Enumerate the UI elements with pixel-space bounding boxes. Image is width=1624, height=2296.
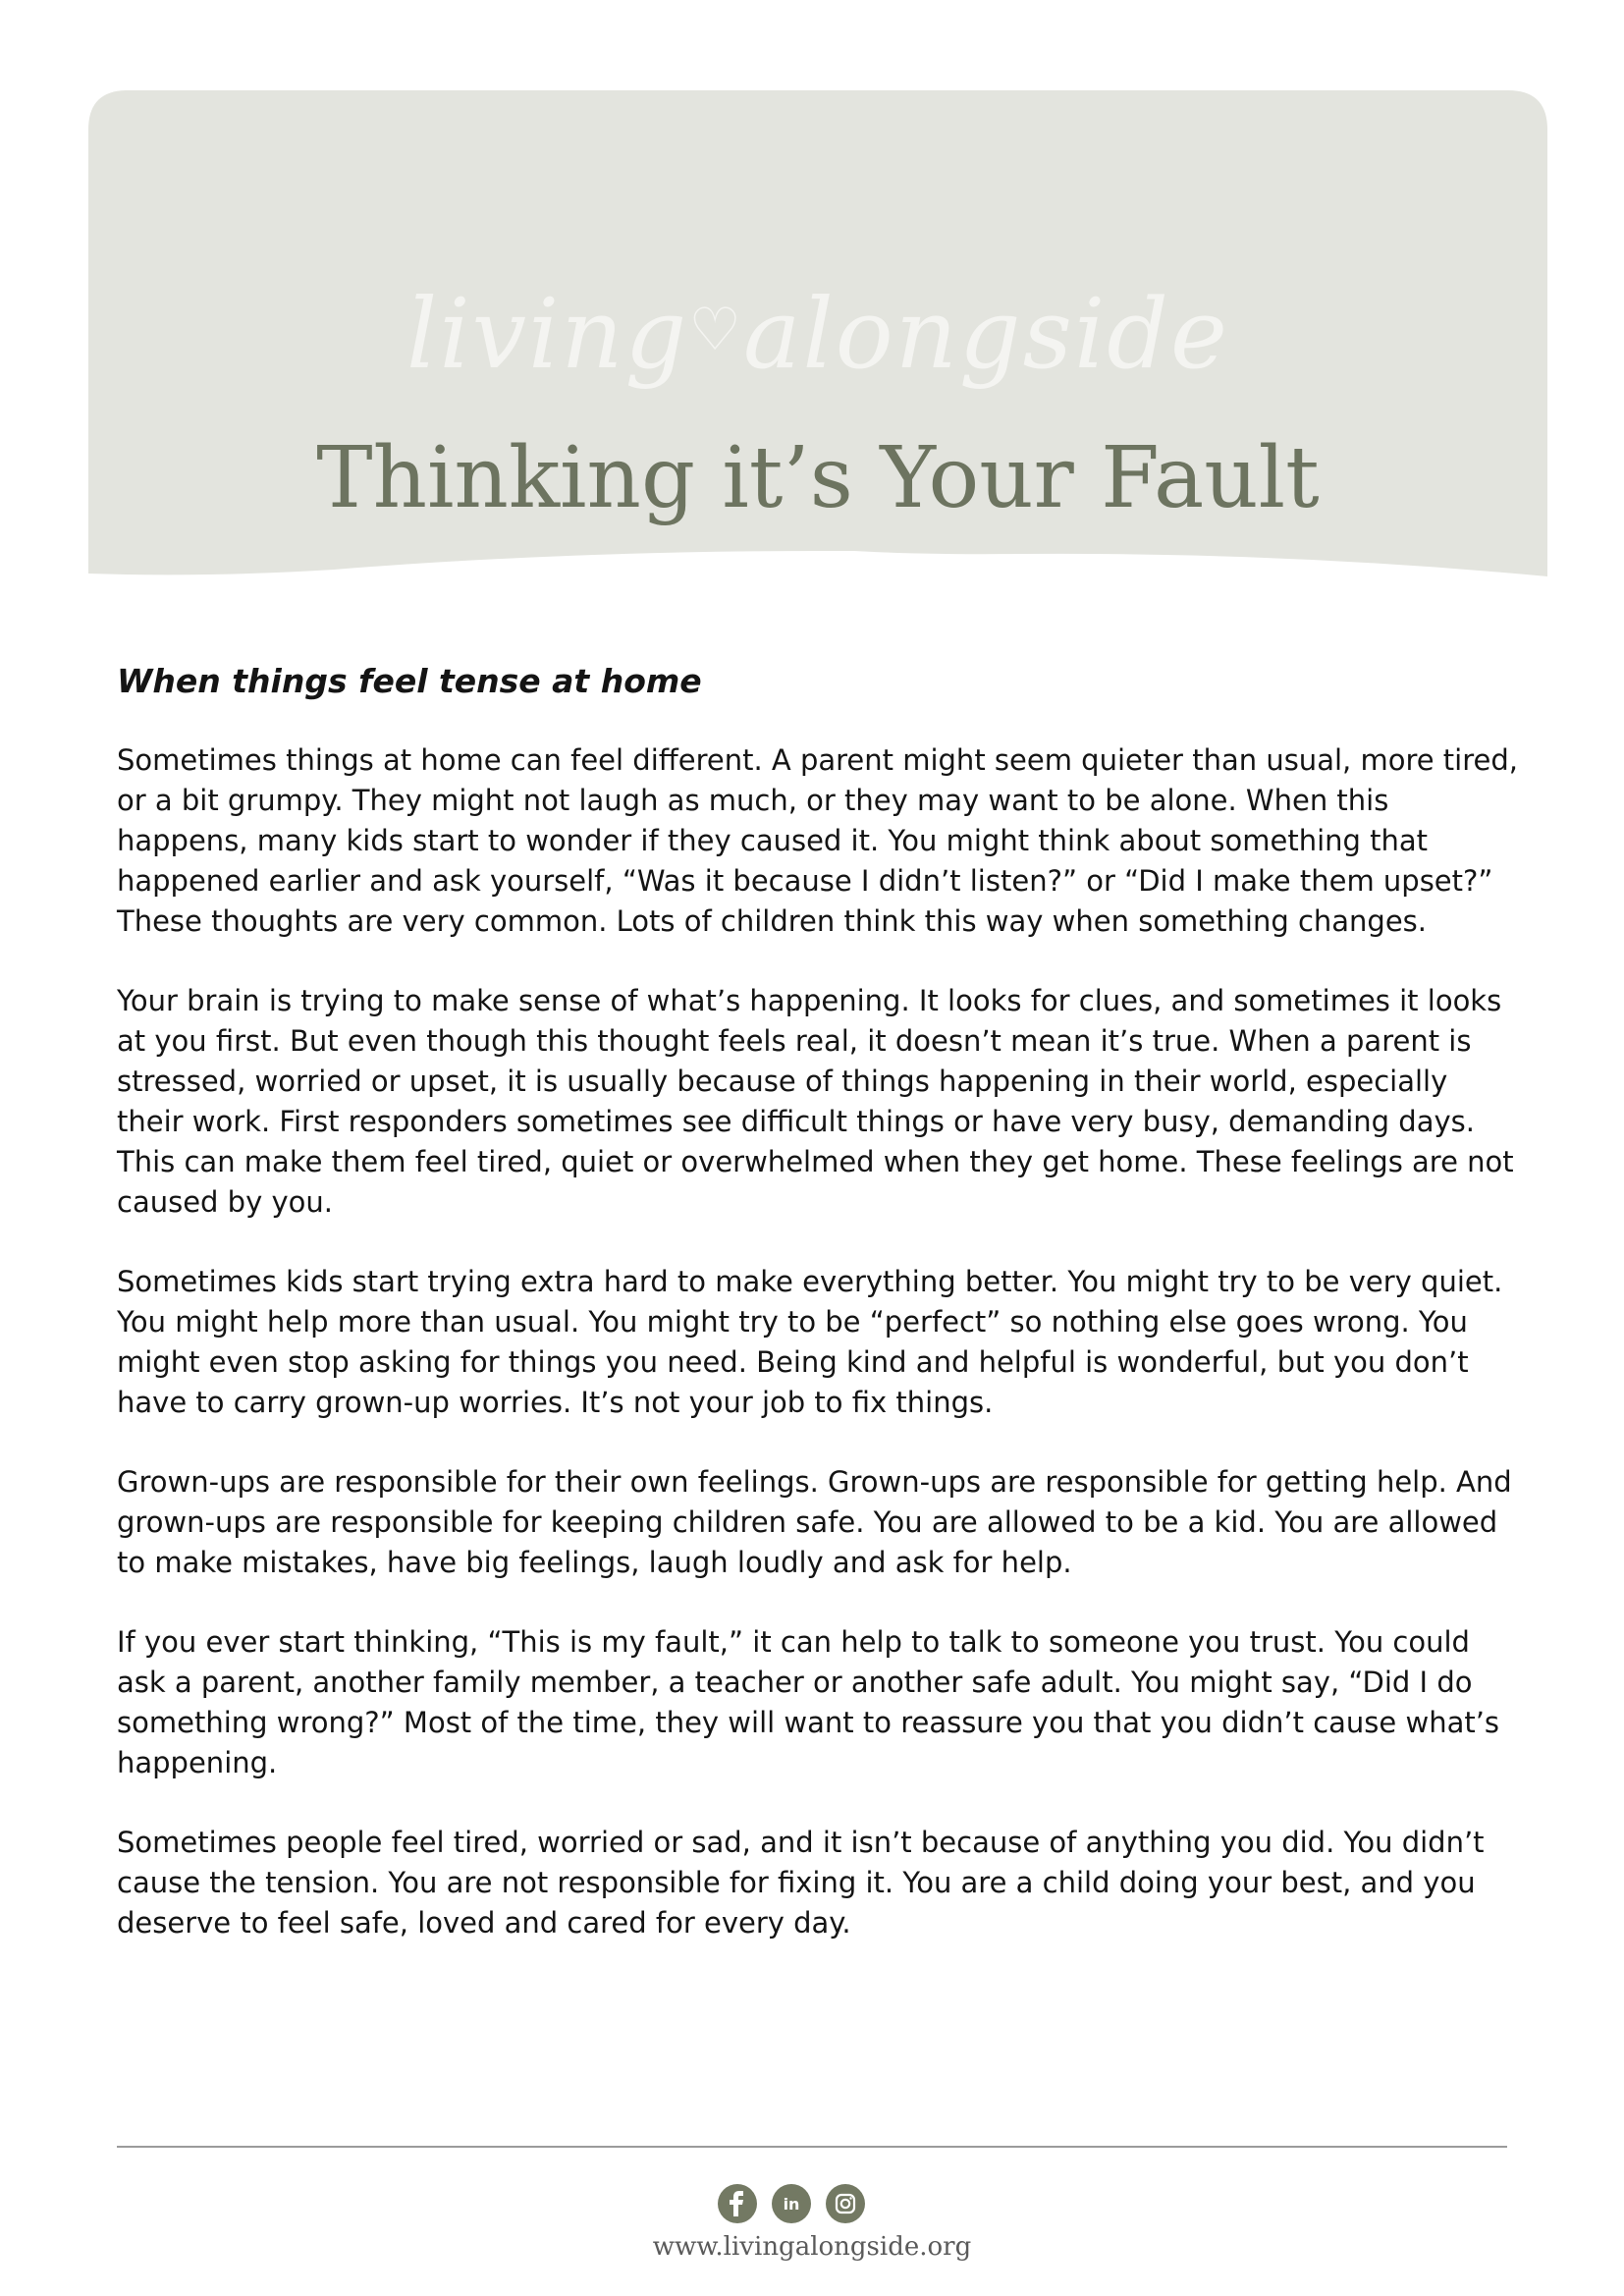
linkedin-icon[interactable] [772,2184,811,2223]
facebook-icon[interactable] [718,2184,757,2223]
svg-text:in: in [783,2195,800,2214]
paragraph-5: If you ever start thinking, “This is my fault,” it can help to talk to someone you trust. You could ask a parent, another family member, a teacher or another safe adult. You might say, “Did I do something wrong?” Most of the time, they will want to reassure you that you didn’t cause what’s happening. [117,1624,1500,1779]
page-title: Thinking it’s Your Fault [316,429,1320,527]
paragraph-2: Your brain is trying to make sense of what’s happening. It looks for clues, and sometimes it looks at you first. But even though this thought feels real, it doesn’t mean it’s true. When a parent is stressed, worried or upset, it is usually because of things happening in their world, especially their work. First responders sometimes see difficult things or have very busy, demanding days. This can make them feel tired, quiet or overwhelmed when they get home. These feelings are not caused by you. [117,983,1514,1219]
instagram-icon[interactable] [826,2184,865,2223]
paragraph-1: Sometimes things at home can feel different. A parent might seem quieter than usual, more tired, or a bit grumpy. They might not laugh as much, or they may want to be alone. When this happens, many kids start to wonder if they caused it. You might think about something that happened earlier and ask yourself, “Was it because I didn’t listen?” or “Did I make them upset?” These thoughts are very common. Lots of children think this way when something changes. [117,742,1518,938]
header-banner [88,90,1547,583]
heart-icon: ♡ [688,296,744,364]
paragraph-6: Sometimes people feel tired, worried or sad, and it isn’t because of anything you did. You didn’t cause the tension. You are not responsible for fixing it. You are a child doing your best, and you deserve to feel safe, loved and cared for every day. [117,1825,1485,1940]
paragraph-4: Grown-ups are responsible for their own feelings. Grown-ups are responsible for getting help. And grown-ups are responsible for keeping children safe. You are allowed to be a kid. You are allowed to make mistakes, have big feelings, laugh loudly and ask for help. [117,1464,1512,1579]
section-heading: When things feel tense at home [117,662,702,700]
footer-divider [117,2146,1507,2148]
website-link[interactable]: www.livingalongside.org [652,2232,972,2262]
brand-logo: living♡alongside [406,279,1230,391]
article-body [117,662,1521,1983]
paragraph-3: Sometimes kids start trying extra hard to make everything better. You might try to be very quiet. You might help more than usual. You might try to be “perfect” so nothing else goes wrong. You might even stop asking for things you need. Being kind and helpful is wonderful, but you don’t have to carry grown-up worries. It’s not your job to fix things. [117,1264,1503,1419]
social-links [718,2184,875,2223]
